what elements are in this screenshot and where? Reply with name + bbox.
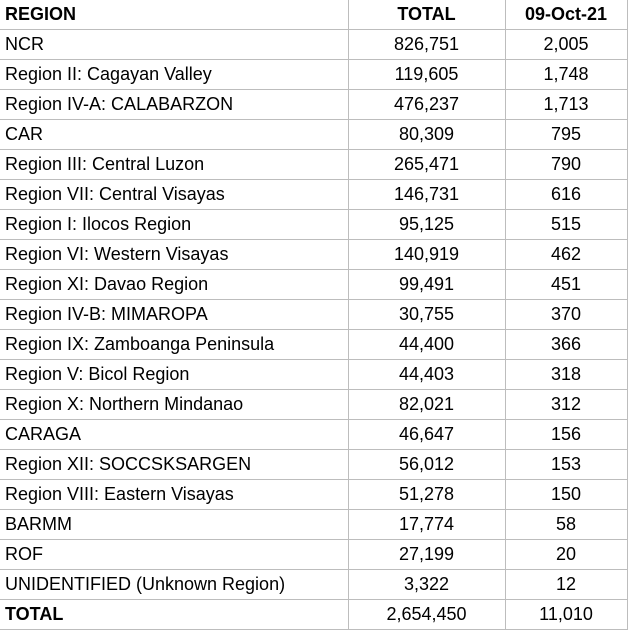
total-cell: 140,919: [348, 240, 505, 270]
header-row: [0, 0, 627, 30]
region-cell: Region VII: Central Visayas: [0, 180, 348, 210]
table-row: [0, 360, 627, 390]
total-cell: 95,125: [348, 210, 505, 240]
date-cell: 790: [505, 150, 627, 180]
region-cell: Region V: Bicol Region: [0, 360, 348, 390]
region-cell: ROF: [0, 540, 348, 570]
date-cell: 153: [505, 450, 627, 480]
region-cell: CAR: [0, 120, 348, 150]
table-row: [0, 570, 627, 600]
total-cell: 146,731: [348, 180, 505, 210]
total-date: 11,010: [505, 600, 627, 630]
table-row: [0, 210, 627, 240]
total-cell: 119,605: [348, 60, 505, 90]
date-cell: 451: [505, 270, 627, 300]
header-date: 09-Oct-21: [505, 0, 627, 30]
total-cumulative: 2,654,450: [348, 600, 505, 630]
table-row: [0, 540, 627, 570]
date-cell: 58: [505, 510, 627, 540]
date-cell: 156: [505, 420, 627, 450]
region-cell: CARAGA: [0, 420, 348, 450]
date-cell: 795: [505, 120, 627, 150]
region-cell: Region IV-B: MIMAROPA: [0, 300, 348, 330]
total-cell: 46,647: [348, 420, 505, 450]
table-row: [0, 420, 627, 450]
table-row: [0, 270, 627, 300]
total-cell: 826,751: [348, 30, 505, 60]
total-cell: 27,199: [348, 540, 505, 570]
table-body: [0, 30, 627, 600]
region-cell: Region XII: SOCCSKSARGEN: [0, 450, 348, 480]
header-total: TOTAL: [348, 0, 505, 30]
date-cell: 1,713: [505, 90, 627, 120]
table-row: [0, 150, 627, 180]
date-cell: 1,748: [505, 60, 627, 90]
table-footer: [0, 600, 627, 630]
date-cell: 370: [505, 300, 627, 330]
date-cell: 312: [505, 390, 627, 420]
table-header: [0, 0, 627, 30]
table-row: [0, 120, 627, 150]
table-row: [0, 90, 627, 120]
region-cell: Region X: Northern Mindanao: [0, 390, 348, 420]
table-row: [0, 180, 627, 210]
table-row: [0, 30, 627, 60]
table-row: [0, 480, 627, 510]
total-cell: 265,471: [348, 150, 505, 180]
table-row: [0, 330, 627, 360]
total-cell: 51,278: [348, 480, 505, 510]
date-cell: 515: [505, 210, 627, 240]
table-row: [0, 510, 627, 540]
total-label: TOTAL: [0, 600, 348, 630]
total-cell: 99,491: [348, 270, 505, 300]
total-row: [0, 600, 627, 630]
table-row: [0, 240, 627, 270]
total-cell: 476,237: [348, 90, 505, 120]
total-cell: 17,774: [348, 510, 505, 540]
table-row: [0, 60, 627, 90]
total-cell: 80,309: [348, 120, 505, 150]
table-row: [0, 390, 627, 420]
date-cell: 20: [505, 540, 627, 570]
region-cell: Region III: Central Luzon: [0, 150, 348, 180]
date-cell: 12: [505, 570, 627, 600]
date-cell: 462: [505, 240, 627, 270]
date-cell: 366: [505, 330, 627, 360]
region-cell: Region IV-A: CALABARZON: [0, 90, 348, 120]
region-cell: Region IX: Zamboanga Peninsula: [0, 330, 348, 360]
region-cell: UNIDENTIFIED (Unknown Region): [0, 570, 348, 600]
total-cell: 44,400: [348, 330, 505, 360]
total-cell: 30,755: [348, 300, 505, 330]
region-cell: Region I: Ilocos Region: [0, 210, 348, 240]
date-cell: 150: [505, 480, 627, 510]
total-cell: 3,322: [348, 570, 505, 600]
region-cell: Region XI: Davao Region: [0, 270, 348, 300]
region-cell: NCR: [0, 30, 348, 60]
date-cell: 318: [505, 360, 627, 390]
date-cell: 2,005: [505, 30, 627, 60]
date-cell: 616: [505, 180, 627, 210]
total-cell: 56,012: [348, 450, 505, 480]
table-row: [0, 450, 627, 480]
total-cell: 82,021: [348, 390, 505, 420]
header-region: REGION: [0, 0, 348, 30]
table-row: [0, 300, 627, 330]
region-cell: Region VI: Western Visayas: [0, 240, 348, 270]
region-cell: Region VIII: Eastern Visayas: [0, 480, 348, 510]
region-cell: Region II: Cagayan Valley: [0, 60, 348, 90]
region-cell: BARMM: [0, 510, 348, 540]
total-cell: 44,403: [348, 360, 505, 390]
